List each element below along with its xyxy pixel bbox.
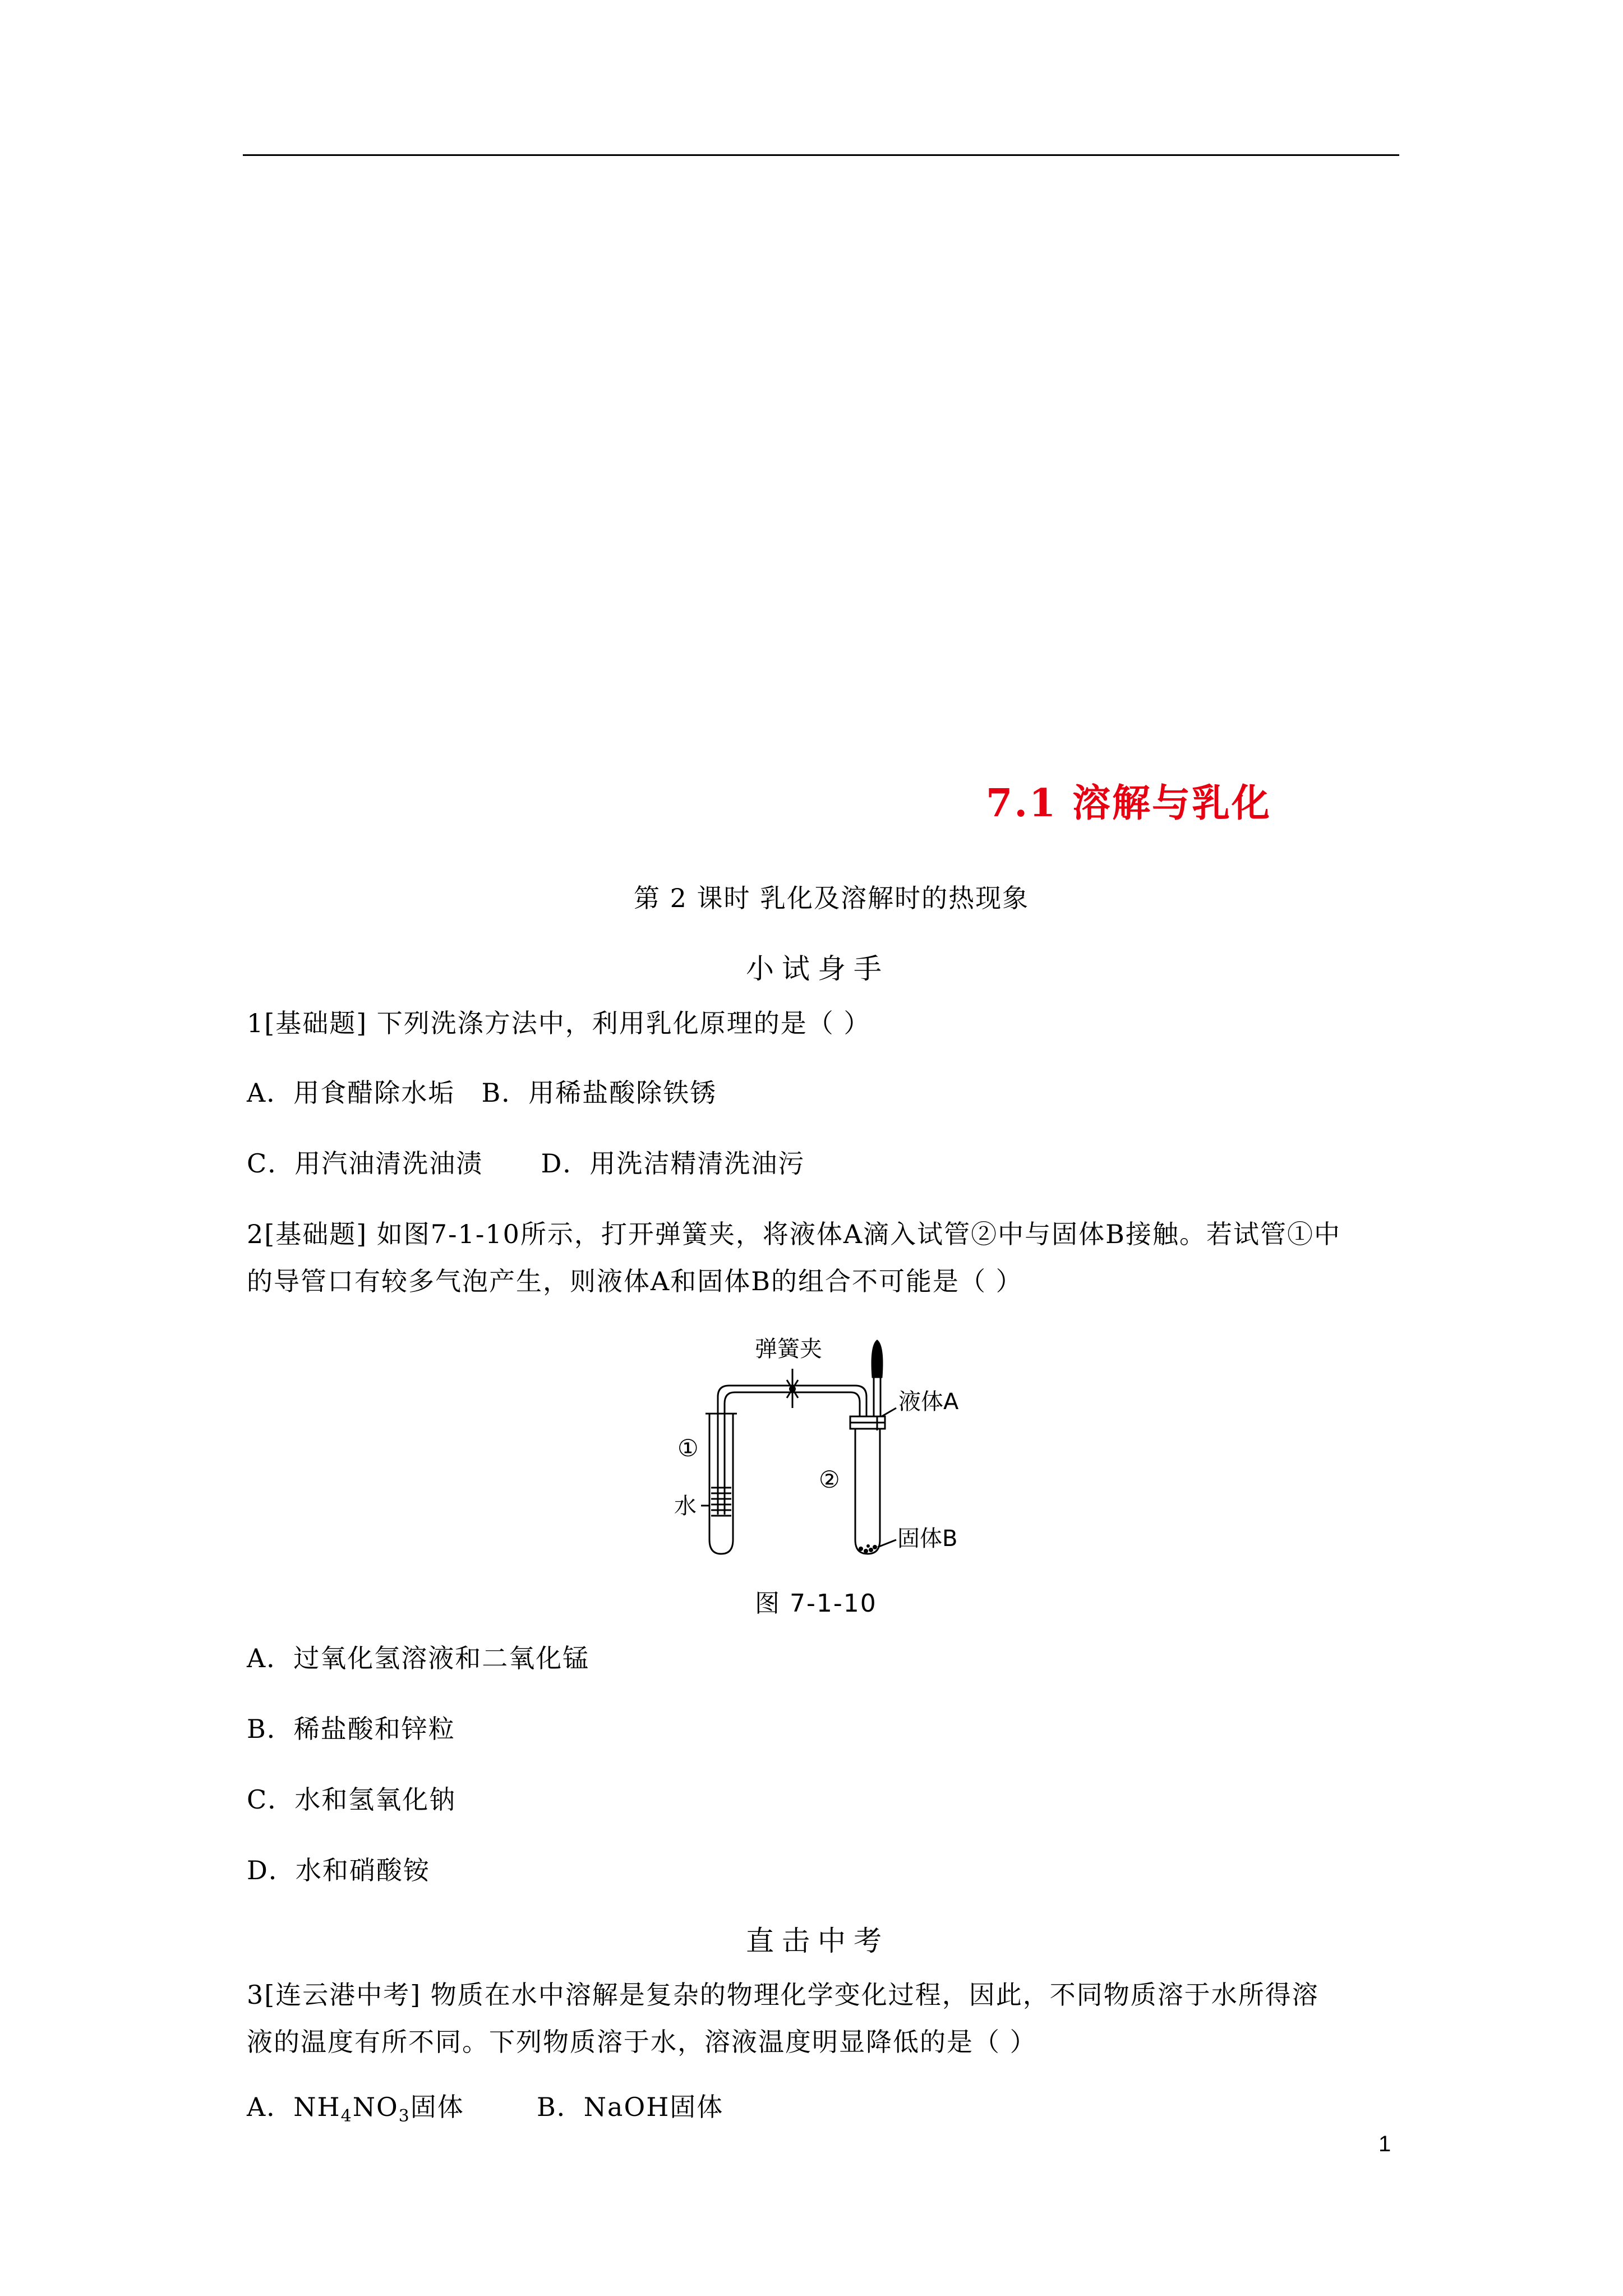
question-2-option-b: B．稀盐酸和锌粒 xyxy=(247,1714,455,1744)
question-1-options-row2 xyxy=(247,1143,805,1180)
question-3-stem-line2: 液的温度有所不同。下列物质溶于水，溶液温度明显降低的是（ ） xyxy=(247,2027,1037,2057)
section-heading-practice: 小试身手 xyxy=(746,953,889,985)
question-2-stem-line1: 2[基础题] 如图7-1-10所示，打开弹簧夹，将液体A滴入试管②中与固体B接触。若试管①中 xyxy=(247,1219,1341,1249)
question-1-options-row1 xyxy=(247,1073,717,1110)
question-2-stem-line2: 的导管口有较多气泡产生，则液体A和固体B的组合不可能是（ ） xyxy=(247,1266,1023,1296)
question-1-option-d: D．用洗洁精清洗油污 xyxy=(541,1148,805,1179)
question-1-option-a: A．用食醋除水垢 xyxy=(247,1078,455,1108)
label-water: 水 xyxy=(674,1493,697,1519)
lesson-subtitle: 第 2 课时 乳化及溶解时的热现象 xyxy=(634,883,1030,913)
label-tube-1: ① xyxy=(677,1434,699,1462)
figure-caption: 图 7-1-10 xyxy=(755,1589,877,1618)
section-heading-exam: 直击中考 xyxy=(746,1925,889,1957)
question-1-option-b: B．用稀盐酸除铁锈 xyxy=(481,1078,717,1108)
header-rule xyxy=(243,154,1399,156)
apparatus-diagram xyxy=(651,1324,998,1571)
question-1-stem: 1[基础题] 下列洗涤方法中，利用乳化原理的是（ ） xyxy=(247,1008,871,1038)
label-liquid-a: 液体A xyxy=(898,1389,959,1415)
question-3-stem-line1: 3[连云港中考] 物质在水中溶解是复杂的物理化学变化过程，因此，不同物质溶于水所得溶 xyxy=(247,1980,1319,2010)
question-2-option-c: C．水和氢氧化钠 xyxy=(247,1784,457,1815)
page-number: 1 xyxy=(1378,2132,1391,2156)
question-1-option-c: C．用汽油清洗油渍 xyxy=(247,1148,483,1179)
question-2-option-a: A．过氧化氢溶液和二氧化锰 xyxy=(247,1643,590,1673)
label-spring-clamp: 弹簧夹 xyxy=(755,1336,822,1362)
chapter-title: 7.1 溶解与乳化 xyxy=(986,781,1271,826)
question-3-option-b: B．NaOH固体 xyxy=(537,2092,724,2122)
label-tube-2: ② xyxy=(819,1466,840,1493)
question-3-options-row xyxy=(247,2087,723,2126)
question-2-option-d: D．水和硝酸铵 xyxy=(247,1855,430,1885)
label-solid-b: 固体B xyxy=(897,1526,958,1552)
question-3-option-a: A．$NH_4NO_3$固体 xyxy=(247,2092,464,2127)
